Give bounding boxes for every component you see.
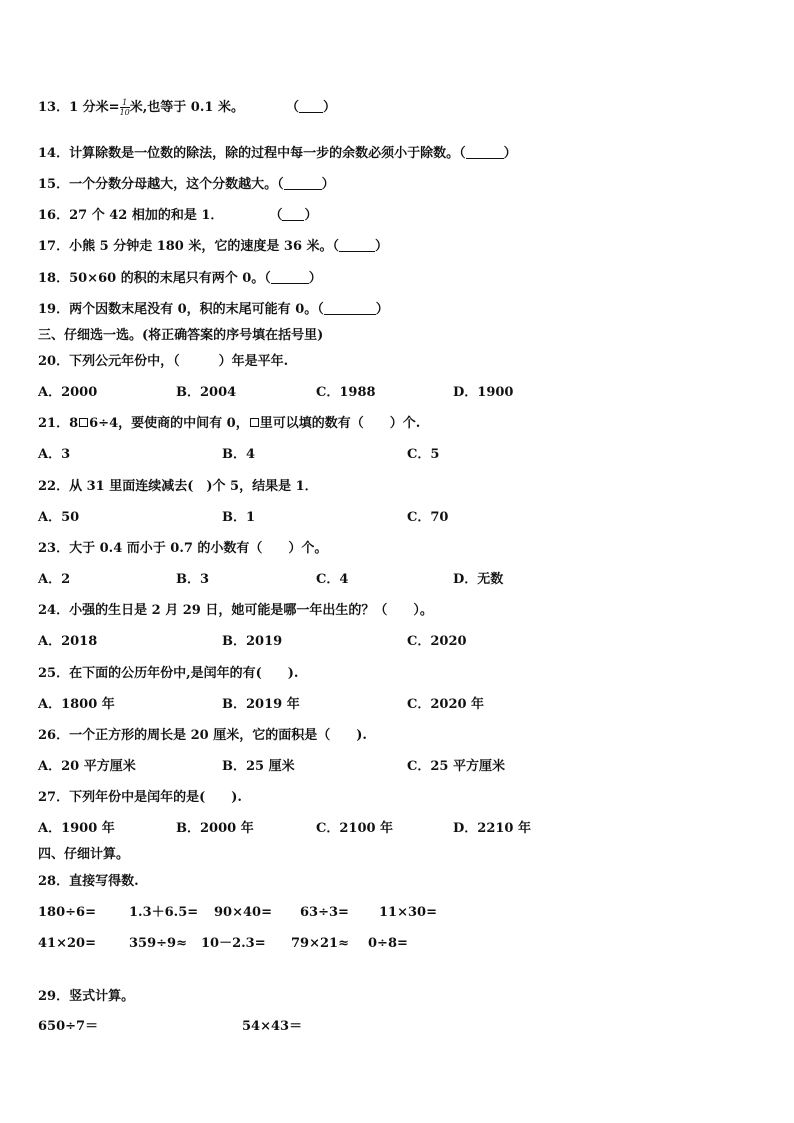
fraction: $\frac{1}{10}$ xyxy=(119,98,130,117)
answer-blank[interactable] xyxy=(324,301,376,315)
calc-item: 1.3＋6.5= xyxy=(129,905,199,920)
calc-item: 11×30= xyxy=(379,905,437,920)
answer-blank[interactable] xyxy=(466,145,504,159)
question-13: 13．1 分米= $\frac{1}{10}$ 米,也等于 0.1 米。 （ ） xyxy=(38,98,336,117)
calc-item: 10－2.3= xyxy=(201,936,266,951)
option-b[interactable]: B．2019 xyxy=(222,634,283,649)
option-b[interactable]: B．3 xyxy=(176,572,210,587)
question-18: 18．50×60 的积的末尾只有两个 0。（ ） xyxy=(38,271,322,286)
calc-item: 63÷3= xyxy=(300,905,349,920)
calc-item: 41×20= xyxy=(38,936,96,951)
question-25: 25．在下面的公历年份中,是闰年的有( ). xyxy=(38,666,299,681)
answer-blank[interactable] xyxy=(282,207,304,221)
option-c[interactable]: C．5 xyxy=(407,447,440,462)
question-17: 17．小熊 5 分钟走 180 米，它的速度是 36 米。（ ） xyxy=(38,239,389,254)
question-28: 28．直接写得数. xyxy=(38,874,139,889)
blank-box-icon xyxy=(79,418,88,427)
question-21: 21．8 6÷4，要使商的中间有 0， 里可以填的数有（ ）个. xyxy=(38,416,421,431)
section-heading-4: 四、仔细计算。 xyxy=(38,847,130,862)
question-23: 23．大于 0.4 而小于 0.7 的小数有（ ）个。 xyxy=(38,541,328,556)
calc-item: 650÷7＝ xyxy=(38,1019,99,1034)
question-16: 16．27 个 42 相加的和是 1． （ ） xyxy=(38,208,318,223)
option-b[interactable]: B．2000 年 xyxy=(176,821,254,836)
answer-blank[interactable] xyxy=(271,270,309,284)
option-a[interactable]: A．1900 年 xyxy=(38,821,115,836)
calc-item: 54×43＝ xyxy=(242,1019,303,1034)
option-b[interactable]: B．2019 年 xyxy=(222,697,300,712)
calc-item: 90×40= xyxy=(214,905,272,920)
question-14: 14．计算除数是一位数的除法，除的过程中每一步的余数必须小于除数。（ ） xyxy=(38,146,517,161)
calc-item: 359÷9≈ xyxy=(129,936,187,951)
option-b[interactable]: B．2004 xyxy=(176,385,237,400)
calc-item: 0÷8= xyxy=(368,936,408,951)
option-a[interactable]: A．50 xyxy=(38,510,80,525)
answer-blank[interactable] xyxy=(284,176,322,190)
option-d[interactable]: D．无数 xyxy=(453,572,504,587)
question-15: 15．一个分数分母越大，这个分数越大。（ ） xyxy=(38,177,335,192)
question-number: 13． xyxy=(38,100,70,115)
option-a[interactable]: A．2000 xyxy=(38,385,98,400)
option-b[interactable]: B．25 厘米 xyxy=(222,759,295,774)
option-c[interactable]: C．2100 年 xyxy=(316,821,394,836)
option-d[interactable]: D．2210 年 xyxy=(453,821,531,836)
question-24: 24．小强的生日是 2 月 29 日，她可能是哪一年出生的？（ ）。 xyxy=(38,603,433,618)
option-a[interactable]: A．1800 年 xyxy=(38,697,115,712)
question-19: 19．两个因数末尾没有 0，积的末尾可能有 0。（ ） xyxy=(38,302,389,317)
question-20: 20．下列公元年份中，（ ）年是平年. xyxy=(38,354,289,369)
question-26: 26．一个正方形的周长是 20 厘米，它的面积是（ ). xyxy=(38,728,367,743)
calc-item: 180÷6= xyxy=(38,905,96,920)
question-27: 27．下列年份中是闰年的是( ). xyxy=(38,790,242,805)
option-c[interactable]: C．4 xyxy=(316,572,349,587)
question-29: 29．竖式计算。 xyxy=(38,989,135,1004)
section-heading-3: 三、仔细选一选。(将正确答案的序号填在括号里) xyxy=(38,328,324,343)
option-d[interactable]: D．1900 xyxy=(453,385,514,400)
option-c[interactable]: C．25 平方厘米 xyxy=(407,759,505,774)
option-c[interactable]: C．70 xyxy=(407,510,449,525)
option-a[interactable]: A．3 xyxy=(38,447,71,462)
option-c[interactable]: C．2020 年 xyxy=(407,697,485,712)
option-a[interactable]: A．20 平方厘米 xyxy=(38,759,136,774)
answer-blank[interactable] xyxy=(339,238,375,252)
option-a[interactable]: A．2018 xyxy=(38,634,98,649)
blank-box-icon xyxy=(250,418,259,427)
option-a[interactable]: A．2 xyxy=(38,572,71,587)
option-b[interactable]: B．1 xyxy=(222,510,256,525)
answer-blank[interactable] xyxy=(299,99,323,113)
question-22: 22．从 31 里面连续减去( )个 5，结果是 1． xyxy=(38,479,318,494)
option-b[interactable]: B．4 xyxy=(222,447,256,462)
calc-item: 79×21≈ xyxy=(291,936,349,951)
option-c[interactable]: C．2020 xyxy=(407,634,467,649)
option-c[interactable]: C．1988 xyxy=(316,385,376,400)
